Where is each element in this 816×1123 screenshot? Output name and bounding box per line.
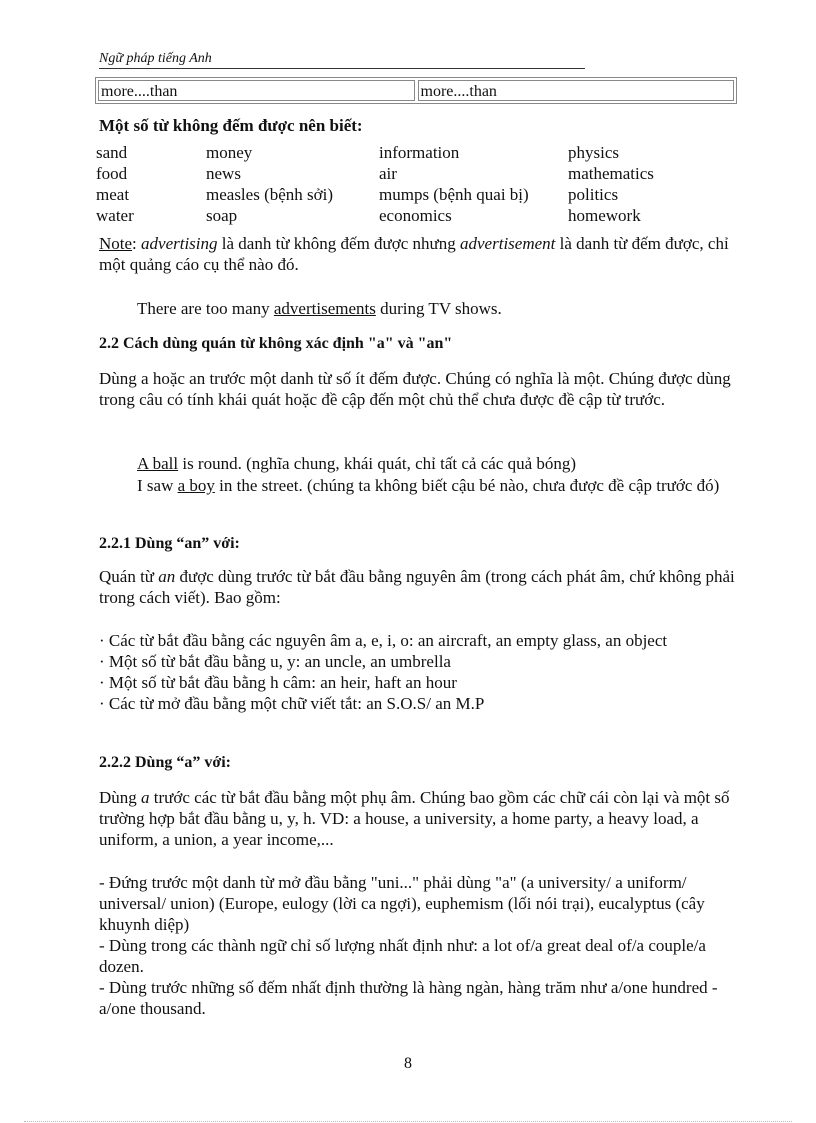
example-a-ball <box>99 453 777 474</box>
noun-cell: mumps (bệnh quai bị) <box>379 185 529 204</box>
noun-cell: measles (bệnh sởi) <box>206 185 334 204</box>
example-text: I saw <box>137 476 178 495</box>
noun-row <box>96 142 736 163</box>
list-item: · Các từ mở đầu bằng một chữ viết tắt: an S.O.S/ an M.P <box>99 694 485 713</box>
uncountable-noun-grid <box>96 142 736 226</box>
section-heading-2-2-1: 2.2.1 Dùng “an” với: <box>99 535 240 552</box>
noun-cell: politics <box>568 185 619 204</box>
list-item: · Các từ bắt đầu bằng các nguyên âm a, e, i, o: an aircraft, an empty glass, an object <box>99 631 668 650</box>
list-item: - Dùng trước những số đếm nhất định thường là hàng ngàn, hàng trăm như a/one hundred - a/one thousand. <box>99 978 718 1018</box>
noun-cell: information <box>379 143 460 162</box>
example-underlined: a boy <box>177 476 215 495</box>
note-word-advertising: advertising <box>141 234 218 253</box>
table-cell: more....than <box>98 80 415 101</box>
noun-row <box>96 205 736 226</box>
note-colon: : <box>132 234 142 253</box>
section-heading-2-2-2: 2.2.2 Dùng “a” với: <box>99 754 231 771</box>
list-item: - Đứng trước một danh từ mở đầu bằng "uni..." phải dùng "a" (a university/ a uniform/ universal/ union) (Europe, eulogy (lời ca ngợi), euphemism (lối nói trại), eucalyptus (cây khuynh diệp) <box>99 873 705 934</box>
note-example <box>99 298 777 319</box>
note-text: là danh từ đếm được, chỉ một quảng cáo cụ thể nào đó. <box>99 234 729 274</box>
example-text: in the street. (chúng ta không biết cậu bé nào, chưa được đề cập trước đó) <box>214 476 720 495</box>
noun-cell: sand <box>96 143 128 162</box>
list-item: - Dùng trong các thành ngữ chỉ số lượng nhất định như: a lot of/a great deal of/a couple/a dozen. <box>99 936 706 976</box>
example-text: There are too many <box>137 299 274 318</box>
intro-text: Dùng <box>99 788 142 807</box>
noun-cell: mathematics <box>568 164 654 183</box>
noun-cell: physics <box>568 143 619 162</box>
noun-row <box>96 184 736 205</box>
section-2-2-body: Dùng a hoặc an trước một danh từ số ít đếm được. Chúng có nghĩa là một. Chúng được dùng trong câu có tính khái quát hoặc đề cập đến một chủ thể chưa được đề cập từ trước. <box>99 369 731 409</box>
section-2-2-2-intro <box>99 787 739 850</box>
a-rules-list <box>99 872 739 1019</box>
section-2-2-1-intro <box>99 566 739 608</box>
example-underlined: A ball <box>137 454 179 473</box>
uncountable-heading: Một số từ không đếm được nên biết: <box>99 116 363 135</box>
noun-cell: economics <box>379 206 452 225</box>
noun-cell: food <box>96 164 128 183</box>
example-text: is round. (nghĩa chung, khái quát, chỉ tất cả các quả bóng) <box>178 454 577 473</box>
list-item: · Một số từ bắt đầu bằng h câm: an heir, haft an hour <box>99 673 457 692</box>
noun-cell: homework <box>568 206 641 225</box>
noun-cell: soap <box>206 206 238 225</box>
an-bullet-list <box>99 630 739 714</box>
example-underlined: advertisements <box>273 299 376 318</box>
page-bottom-divider <box>24 1121 792 1122</box>
noun-cell: news <box>206 164 241 183</box>
list-item: · Một số từ bắt đầu bằng u, y: an uncle, an umbrella <box>99 652 451 671</box>
intro-italic-word: an <box>158 567 176 586</box>
intro-text: Quán từ <box>99 567 159 586</box>
example-a-boy <box>99 475 739 496</box>
noun-row <box>96 163 736 184</box>
noun-cell: meat <box>96 185 130 204</box>
comparison-table <box>95 77 737 104</box>
note-word-advertisement: advertisement <box>460 234 556 253</box>
intro-italic-word: a <box>141 788 150 807</box>
note-label: Note <box>99 234 133 253</box>
example-text: during TV shows. <box>375 299 502 318</box>
note-text: là danh từ không đếm được nhưng <box>217 234 461 253</box>
running-header: Ngữ pháp tiếng Anh <box>99 50 585 69</box>
section-heading-2-2: 2.2 Cách dùng quán từ không xác định "a" và "an" <box>99 335 453 352</box>
intro-text: trước các từ bắt đầu bằng một phụ âm. Chúng bao gồm các chữ cái còn lại và một số trường hợp bắt đầu bằng u, y, h. VD: a house, a university, a home party, a heavy load, a uniform, a union, a year income,... <box>99 788 730 849</box>
noun-cell: water <box>96 206 134 225</box>
note-paragraph <box>99 233 739 275</box>
noun-cell: air <box>379 164 397 183</box>
table-cell: more....than <box>418 80 735 101</box>
page-number: 8 <box>404 1055 412 1072</box>
intro-text: được dùng trước từ bắt đầu bằng nguyên âm (trong cách phát âm, chứ không phải trong cách viết). Bao gồm: <box>99 567 735 607</box>
noun-cell: money <box>206 143 253 162</box>
